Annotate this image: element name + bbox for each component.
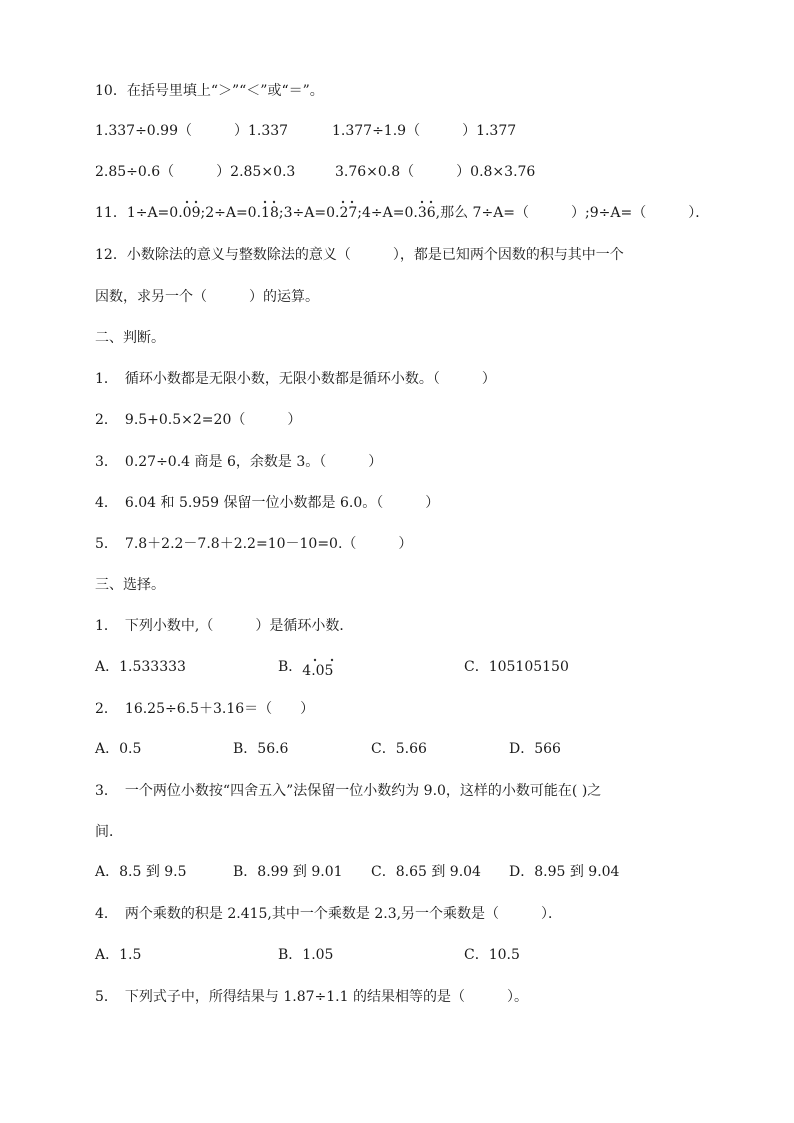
choice-2-option-b: B．56.6 bbox=[233, 741, 289, 757]
repeating-decimal-1: 09 bbox=[183, 203, 201, 223]
choice-2-option-d: D．566 bbox=[509, 741, 561, 757]
q11-suffix: ,那么 7÷A=（ ）;9÷A=（ ）． bbox=[435, 205, 710, 221]
repeating-decimal-2: 18 bbox=[261, 203, 279, 223]
choice-3-line-1: 3． 一个两位小数按“四舍五入”法保留一位小数约为 9.0，这样的小数可能在( )之 bbox=[95, 783, 602, 799]
choice-3-option-c: C．8.65 到 9.04 bbox=[371, 864, 481, 880]
choice-4-option-b: B．1.05 bbox=[278, 947, 334, 963]
judge-5: 5． 7.8＋2.2－7.8＋2.2=10－10=0.（ ） bbox=[95, 536, 413, 552]
choice-3-line-2: 间． bbox=[95, 824, 123, 840]
q10-expr-1: 1.337÷0.99（ ）1.337 bbox=[95, 123, 289, 139]
question-10-row-1 bbox=[95, 121, 715, 141]
question-10: 10．在括号里填上“＞”“＜”或“＝”。 bbox=[95, 83, 324, 99]
choice-1: 1． 下列小数中,（ ）是循环小数． bbox=[95, 618, 354, 634]
q11-mid-2: ;3÷A=0. bbox=[278, 205, 340, 221]
choice-2-option-c: C．5.66 bbox=[371, 741, 427, 757]
repeat-dots-4 bbox=[418, 199, 438, 205]
repeat-dots-2 bbox=[261, 199, 281, 205]
question-12-line-2: 因数，求另一个（ ）的运算。 bbox=[95, 289, 319, 305]
choice-3-option-b: B．8.99 到 9.01 bbox=[233, 864, 343, 880]
judge-4: 4． 6.04 和 5.959 保留一位小数都是 6.0。（ ） bbox=[95, 495, 440, 511]
choice-1-option-a: A．1.533333 bbox=[95, 659, 186, 675]
repeat-dots-1 bbox=[183, 199, 203, 205]
choice-3-option-d: D．8.95 到 9.04 bbox=[509, 864, 620, 880]
choice-1-options bbox=[95, 657, 715, 681]
choice-3-options bbox=[95, 862, 715, 882]
q11-mid-1: ;2÷A=0. bbox=[200, 205, 262, 221]
choice-3-option-a: A．8.5 到 9.5 bbox=[95, 864, 187, 880]
choice-2-options bbox=[95, 739, 715, 759]
repeat-dots-3 bbox=[339, 199, 359, 205]
choice-2-option-a: A．0.5 bbox=[95, 741, 142, 757]
section-3-heading: 三、选择。 bbox=[95, 577, 165, 593]
choice-4-option-a: A．1.5 bbox=[95, 947, 142, 963]
q11-mid-3: ;4÷A=0. bbox=[357, 205, 418, 221]
q10-expr-3: 2.85÷0.6（ ）2.85×0.3 bbox=[95, 164, 296, 180]
judge-3: 3． 0.27÷0.4 商是 6，余数是 3。（ ） bbox=[95, 454, 383, 470]
choice-4: 4． 两个乘数的积是 2.415,其中一个乘数是 2.3,另一个乘数是（ ）． bbox=[95, 906, 563, 922]
question-12-line-1: 12．小数除法的意义与整数除法的意义（ ），都是已知两个因数的积与其中一个 bbox=[95, 247, 624, 263]
repeating-decimal-3: 27 bbox=[339, 203, 357, 223]
choice-1-option-c: C．105105150 bbox=[464, 659, 569, 675]
judge-1: 1． 循环小数都是无限小数，无限小数都是循环小数。（ ） bbox=[95, 371, 496, 387]
q10-expr-4: 3.76×0.8（ ）0.8×3.76 bbox=[335, 164, 536, 180]
q11-prefix: 11．1÷A=0. bbox=[95, 205, 183, 221]
section-2-heading: 二、判断。 bbox=[95, 330, 165, 346]
repeating-decimal-option-b: 4.05 bbox=[302, 661, 333, 681]
choice-2: 2． 16.25÷6.5＋3.16＝（ ） bbox=[95, 701, 315, 717]
choice-5: 5． 下列式子中，所得结果与 1.87÷1.1 的结果相等的是（ ）。 bbox=[95, 989, 528, 1005]
q10-expr-2: 1.377÷1.9（ ）1.377 bbox=[332, 123, 517, 139]
judge-2: 2． 9.5+0.5×2=20（ ） bbox=[95, 412, 302, 428]
choice-4-option-c: C．10.5 bbox=[464, 947, 520, 963]
choice-1-option-b: B．4.05 bbox=[278, 657, 333, 677]
choice-4-options bbox=[95, 945, 715, 965]
question-11 bbox=[95, 203, 709, 223]
repeating-decimal-4: 36 bbox=[418, 203, 436, 223]
repeat-dots-option-b bbox=[302, 657, 336, 663]
question-10-row-2 bbox=[95, 162, 715, 182]
